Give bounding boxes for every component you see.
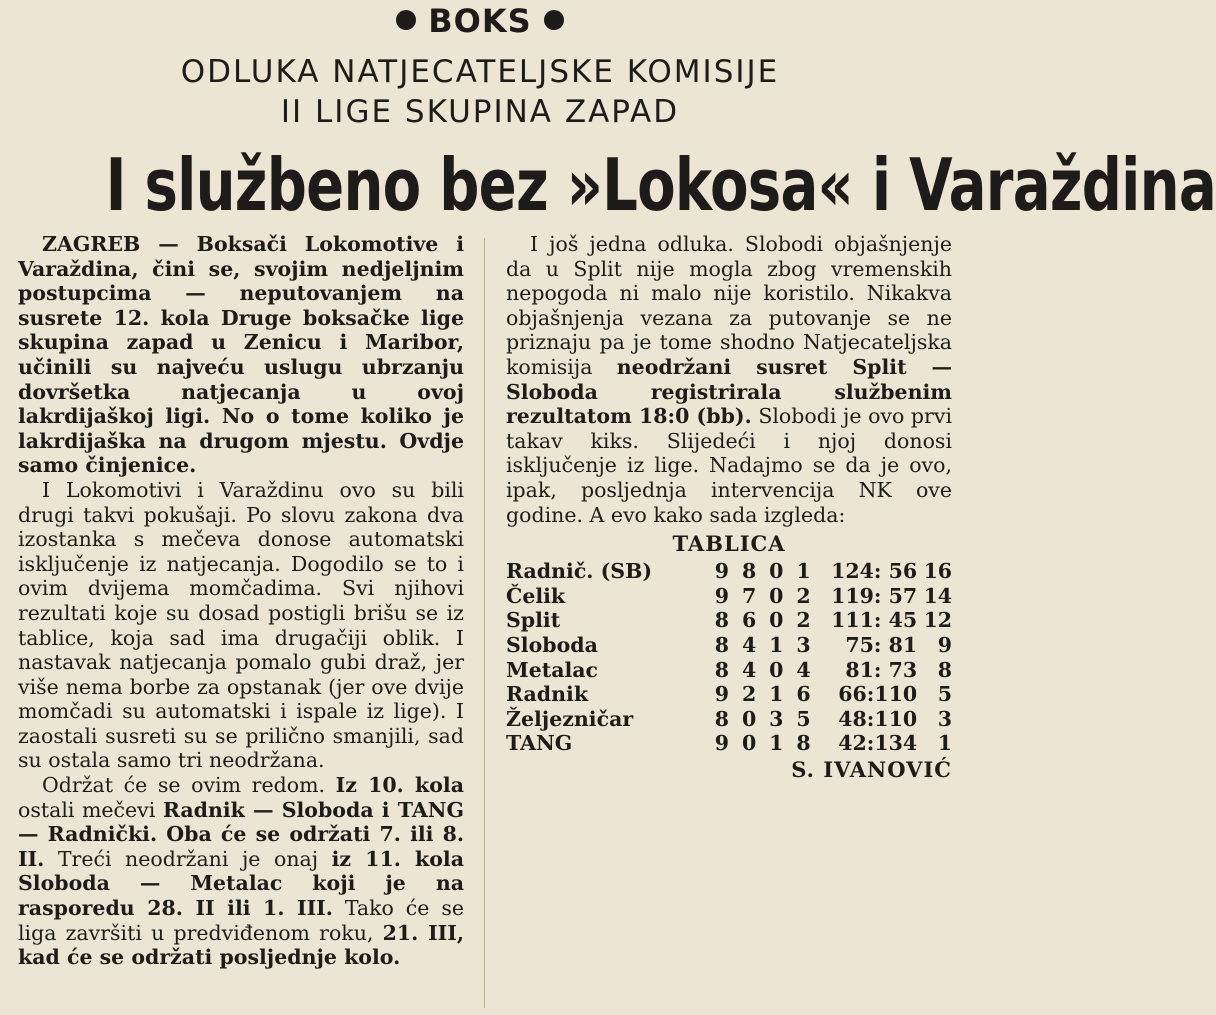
wins: 6 (741, 608, 757, 633)
draws: 1 (769, 731, 784, 756)
p3-text-a: Održat će se ovim redom. (42, 773, 336, 798)
points: 8 (937, 657, 952, 682)
article-column-right (506, 232, 952, 782)
article-paragraph-1 (18, 232, 464, 478)
wins: 0 (741, 731, 757, 756)
standings-table (506, 559, 952, 756)
games-played: 8 (714, 706, 730, 731)
wins: 7 (741, 583, 757, 608)
losses: 3 (796, 632, 811, 657)
team-name: TANG (506, 731, 573, 756)
wins: 0 (741, 706, 757, 731)
headline: I službeno bez »Lokosa« i Varaždina (105, 143, 1216, 227)
losses: 1 (796, 559, 811, 584)
bout-score: 75: 81 (845, 632, 918, 657)
table-row (506, 731, 952, 756)
p3-text-g: Tako će se liga završiti u predviđenom roku, (18, 896, 464, 945)
team-name: Željezničar (506, 706, 634, 731)
bout-score: 124: 56 (831, 559, 918, 584)
article-column-left (18, 232, 464, 970)
p3-text-b: Iz 10. kola (335, 773, 464, 798)
team-name: Čelik (506, 583, 566, 608)
bout-score: 111: 45 (831, 608, 918, 633)
author-byline: S. IVANOVIĆ (791, 756, 952, 782)
games-played: 9 (714, 731, 730, 756)
kicker-text: BOKS (428, 2, 532, 40)
article-paragraph-3 (18, 773, 464, 970)
bout-score: 66:110 (838, 682, 918, 707)
points: 9 (937, 632, 952, 657)
games-played: 9 (714, 682, 730, 707)
games-played: 8 (714, 608, 730, 633)
subtitle-line-2: II LIGE SKUPINA ZAPAD (280, 94, 680, 130)
p4-text-a: I još jedna odluka. Slobodi objašnjenje da u Split nije mogla zbog vremenskih nepogoda ni malo nije koristilo. Nikakva objašnjenja vezana za putovanje se ne priznaju pa je tome shodno Natjecateljska komisija (506, 232, 952, 379)
article-paragraph-2: I Lokomotivi i Varaždinu ovo su bili drugi takvi pokušaji. Po slovu zakona dva izostanka s mečeva donose automatski isključenje iz natjecanja. Dogodilo se to i ovim dvijema momčadima. Svi njihovi rezultati koje su dosad postigli brišu se iz tablice, koja sad ima drugačiji oblik. I nastavak natjecanja pomalo gubi draž, jer više nema borbe za opstanak (jer ove dvije momčadi su automatski i ispale iz lige). I zaostali susreti su se prilično smanjili, sad su ostala samo tri neodržana. (18, 477, 464, 773)
wins: 2 (741, 682, 757, 707)
points: 3 (937, 706, 952, 731)
p4-text-b: neodržani susret Split — Sloboda registrirala službenim rezultatom 18:0 (bb). (506, 354, 953, 429)
wins: 4 (741, 632, 757, 657)
losses: 5 (796, 706, 811, 731)
dateline: ZAGREB (42, 232, 141, 256)
draws: 1 (769, 632, 784, 657)
bullet-icon (396, 10, 416, 30)
points: 1 (937, 731, 952, 756)
table-row (506, 608, 952, 633)
bout-score: 48:110 (838, 706, 918, 731)
bout-score: 81: 73 (845, 657, 918, 682)
points: 14 (923, 583, 952, 608)
table-row (506, 584, 952, 609)
table-row (506, 707, 952, 732)
subtitle-line-1: ODLUKA NATJECATELJSKE KOMISIJE (180, 54, 780, 90)
p3-text-d: Radnik — Sloboda i TANG — Radnički. Oba će se održati 7. ili 8. II. (18, 797, 465, 871)
team-name: Radnič. (SB) (506, 559, 653, 584)
losses: 6 (796, 682, 811, 707)
games-played: 8 (714, 632, 730, 657)
team-name: Split (506, 608, 561, 633)
section-kicker (0, 2, 960, 40)
lead-text: — Boksači Lokomotive i Varaždina, čini se, svojim nedjeljnim postupcima — neputovanjem na susrete 12. kola Druge boksačke lige skupina zapad u Zenicu i Maribor, učinili su najveću uslugu ubrzanju dovršetka natjecanja u ovoj lakrdijaškoj ligi. No o tome koliko je lakrdijaška na drugom mjestu. Ovdje samo činjenice. (18, 232, 464, 478)
bout-score: 119: 57 (831, 583, 918, 608)
p3-text-c: ostali mečevi (18, 797, 163, 822)
table-row (506, 559, 952, 584)
p3-text-f: iz 11. kola Sloboda — Metalac koji je na rasporedu 28. II ili 1. III. (18, 846, 464, 921)
p4-text-c: Slobodi je ovo prvi takav kiks. Slijedeći i njoj donosi isključenje iz lige. Nadajmo se da je ovo, ipak, posljednja intervencija NK ove godine. A evo kako sada izgleda: (506, 404, 952, 527)
team-name: Metalac (506, 657, 599, 682)
points: 16 (923, 559, 952, 584)
losses: 8 (796, 731, 811, 756)
games-played: 9 (714, 583, 730, 608)
p3-text-h: 21. III, kad će se održati posljednje kolo. (18, 920, 464, 970)
bullet-icon (544, 10, 564, 30)
bout-score: 42:134 (838, 731, 918, 756)
losses: 2 (796, 583, 811, 608)
games-played: 9 (714, 559, 730, 584)
points: 12 (923, 608, 952, 633)
team-name: Radnik (506, 682, 589, 707)
article-paragraph-4 (506, 232, 952, 527)
wins: 4 (741, 657, 757, 682)
draws: 0 (769, 657, 784, 682)
losses: 2 (796, 608, 811, 633)
p3-text-e: Treći neodržani je onaj (44, 846, 332, 871)
table-row (506, 658, 952, 683)
draws: 0 (769, 583, 784, 608)
column-divider (484, 238, 485, 1008)
team-name: Sloboda (506, 632, 598, 657)
draws: 3 (769, 706, 784, 731)
draws: 0 (769, 608, 784, 633)
draws: 1 (769, 682, 784, 707)
table-row (506, 682, 952, 707)
points: 5 (937, 682, 952, 707)
table-row (506, 633, 952, 658)
table-title: TABLICA (672, 531, 786, 557)
games-played: 8 (714, 657, 730, 682)
draws: 0 (769, 559, 784, 584)
losses: 4 (796, 657, 811, 682)
wins: 8 (741, 559, 757, 584)
